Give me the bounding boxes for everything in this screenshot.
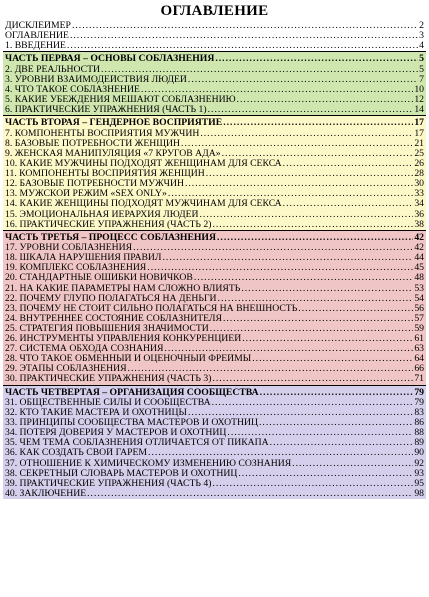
toc-page-number: 53	[414, 282, 424, 294]
toc-leader-dots	[212, 479, 413, 489]
toc-page-number: 59	[414, 322, 424, 334]
toc-page-number: 90	[414, 447, 424, 459]
toc-entry[interactable]	[3, 324, 426, 334]
toc-page-number: 64	[414, 353, 424, 365]
toc-page-number: 61	[414, 333, 424, 345]
toc-entry-label: 16. ПРАКТИЧЕСКИЕ УПРАЖНЕНИЯ (ЧАСТЬ 2)	[5, 219, 212, 230]
toc-page-number: 45	[414, 262, 424, 274]
toc-entry-label: 31. ОБЩЕСТВЕННЫЕ СИЛЫ И СООБЩЕСТВА	[5, 398, 211, 408]
toc-entry[interactable]	[3, 159, 426, 169]
toc-entry[interactable]	[3, 354, 426, 364]
toc-leader-dots	[212, 398, 414, 408]
toc-page-number: 95	[414, 477, 424, 489]
toc-part-heading[interactable]	[3, 52, 426, 65]
toc-page-number: 71	[414, 373, 424, 385]
toc-page-number: 89	[414, 437, 424, 449]
toc-section-part2	[3, 115, 426, 229]
toc-leader-dots	[283, 159, 414, 169]
toc-entry[interactable]	[3, 459, 426, 469]
toc-entry[interactable]	[3, 428, 426, 438]
toc-entry-label: 20. СТАНДАРТНЫЕ ОШИБКИ НОВИЧКОВ	[5, 273, 193, 284]
toc-leader-dots	[210, 324, 414, 334]
page-title: ОГЛАВЛЕНИЕ	[160, 3, 269, 19]
toc-entry[interactable]	[3, 398, 426, 408]
toc-entry-label: 7. КОМПОНЕНТЫ ВОСПРИЯТИЯ МУЖЧИН	[5, 128, 200, 139]
toc-leader-dots	[217, 233, 413, 243]
toc-leader-dots	[188, 408, 413, 418]
toc-entry-label: ЧАСТЬ ЧЕТВЕРТАЯ – ОРГАНИЗАЦИЯ СООБЩЕСТВА	[5, 387, 259, 398]
toc-entry[interactable]	[3, 479, 426, 489]
toc-leader-dots	[208, 105, 414, 115]
toc-leader-dots	[162, 253, 413, 263]
toc-entry-label: ОГЛАВЛЕНИЕ	[5, 31, 69, 42]
toc-page-number: 21	[414, 137, 424, 149]
toc-page-number: 33	[414, 188, 424, 200]
toc-page-number: 92	[414, 457, 424, 469]
toc-page-number: 30	[414, 178, 424, 190]
toc-entry[interactable]	[3, 85, 426, 95]
toc-page-number: 34	[414, 198, 424, 210]
toc-page-number: 3	[419, 30, 424, 42]
toc-leader-dots	[212, 220, 413, 230]
toc-page-number: 10	[414, 83, 424, 95]
toc-leader-dots	[181, 139, 413, 149]
toc-page-number: 66	[414, 363, 424, 375]
toc-entry[interactable]	[3, 169, 426, 179]
toc-entry[interactable]	[3, 129, 426, 139]
toc-entry[interactable]	[3, 31, 426, 41]
toc-leader-dots	[283, 199, 414, 209]
toc-entry[interactable]	[3, 41, 426, 51]
toc-list	[3, 21, 426, 499]
toc-leader-dots	[298, 304, 413, 314]
toc-entry[interactable]	[3, 95, 426, 105]
toc-leader-dots	[237, 95, 414, 105]
toc-leader-dots	[238, 469, 413, 479]
toc-entry[interactable]	[3, 448, 426, 458]
toc-entry[interactable]	[3, 334, 426, 344]
toc-entry-label: 23. ПОЧЕМУ НЕ СТОИТ СИЛЬНО ПОЛАГАТЬСЯ НА ВНЕШНОСТЬ	[5, 303, 298, 314]
toc-page-number: 42	[414, 231, 424, 243]
toc-part-heading[interactable]	[3, 386, 426, 399]
toc-page-number: 79	[414, 397, 424, 408]
toc-entry-label: 28. ЧТО ТАКОЕ ОБМЕННЫЙ И ОЦЕНОЧНЫЙ ФРЕЙМЫ	[5, 354, 252, 365]
toc-page-number: 44	[414, 252, 424, 264]
toc-entry-label: 22. ПОЧЕМУ ГЛУПО ПОЛАГАТЬСЯ НА ДЕНЬГИ	[5, 293, 217, 304]
toc-entry-label: ЧАСТЬ ВТОРАЯ – ГЕНДЕРНОЕ ВОСПРИЯТИЕ	[5, 118, 223, 129]
toc-leader-dots	[199, 210, 413, 220]
toc-entry-label: 12. БАЗОВЫЕ ПОТРЕБНОСТИ МУЖЧИН	[5, 179, 184, 190]
toc-entry[interactable]	[3, 243, 426, 253]
toc-entry-label: 30. ПРАКТИЧЕСКИЕ УПРАЖНЕНИЯ (ЧАСТЬ 3)	[5, 374, 212, 385]
toc-entry[interactable]	[3, 75, 426, 85]
toc-entry[interactable]	[3, 469, 426, 479]
toc-entry-label: 39. ПРАКТИЧЕСКИЕ УПРАЖНЕНИЯ (ЧАСТЬ 4)	[5, 478, 212, 489]
toc-entry[interactable]	[3, 21, 426, 31]
toc-leader-dots	[128, 364, 414, 374]
toc-entry-label: 15. ЭМОЦИОНАЛЬНАЯ ИЕРАРХИЯ ЛЮДЕЙ	[5, 209, 199, 220]
toc-entry[interactable]	[3, 253, 426, 263]
toc-leader-dots	[194, 273, 413, 283]
toc-entry[interactable]	[3, 273, 426, 283]
toc-page-number: 17	[414, 127, 424, 139]
toc-entry-label: 14. КАКИЕ ЖЕНЩИНЫ ПОДХОДЯТ МУЖЧИНАМ ДЛЯ СЕКСА	[5, 199, 282, 210]
toc-entry-label: 9. ЖЕНСКАЯ МАНИПУЛЯЦИЯ «7 КРУГОВ АДА»	[5, 148, 221, 159]
toc-entry[interactable]	[3, 149, 426, 159]
toc-entry[interactable]	[3, 105, 426, 115]
toc-page-number: 5	[419, 53, 424, 65]
toc-page-number: 36	[414, 208, 424, 220]
toc-leader-dots	[141, 85, 413, 95]
toc-leader-dots	[67, 41, 418, 51]
toc-leader-dots	[133, 243, 413, 253]
toc-leader-dots	[222, 149, 414, 159]
toc-entry-label: 36. КАК СОЗДАТЬ СВОЙ ГАРЕМ	[5, 448, 148, 459]
toc-leader-dots	[227, 428, 413, 438]
toc-entry[interactable]	[3, 189, 426, 199]
toc-leader-dots	[147, 263, 413, 273]
toc-entry-label: ДИСКЛЕЙМЕР	[5, 21, 71, 31]
toc-leader-dots	[101, 65, 418, 75]
toc-page-number: 63	[414, 343, 424, 355]
toc-part-heading[interactable]	[3, 116, 426, 129]
toc-entry-label: 18. ШКАЛА НАРУШЕНИЯ ПРАВИЛ	[5, 253, 162, 264]
toc-entry[interactable]	[3, 364, 426, 374]
toc-page-number: 42	[414, 242, 424, 254]
toc-entry[interactable]	[3, 199, 426, 209]
toc-entry[interactable]	[3, 344, 426, 354]
toc-page-number: 86	[414, 417, 424, 429]
toc-page-number: 14	[414, 104, 424, 116]
toc-entry-label: 1. ВВЕДЕНИЕ	[5, 41, 66, 52]
toc-leader-dots	[87, 489, 413, 499]
toc-entry-label: 38. СЕКРЕТНЫЙ СЛОВАРЬ МАСТЕРОВ И ОХОТНИЦ	[5, 468, 238, 479]
toc-entry[interactable]	[3, 304, 426, 314]
toc-entry-label: 4. ЧТО ТАКОЕ СОБЛАЗНЕНИЕ	[5, 84, 140, 95]
toc-section-part4	[3, 385, 426, 499]
toc-page-number: 93	[414, 467, 424, 479]
toc-entry-label: 24. ВНУТРЕННЕЕ СОСТОЯНИЕ СОБЛАЗНИТЕЛЯ	[5, 313, 222, 324]
toc-section-part1	[3, 51, 426, 115]
toc-part-heading[interactable]	[3, 231, 426, 244]
toc-entry[interactable]	[3, 294, 426, 304]
toc-entry-label: 32. КТО ТАКИЕ МАСТЕРА И ОХОТНИЦЫ	[5, 408, 187, 419]
toc-leader-dots	[188, 75, 418, 85]
toc-page-number: 25	[414, 147, 424, 159]
toc-entry-label: 37. ОТНОШЕНИЕ К ХИМИЧЕСКОМУ ИЗМЕНЕНИЮ СОЗНАНИЯ	[5, 458, 292, 469]
toc-entry-label: 13. МУЖСКОЙ РЕЖИМ «SEX ONLY»	[5, 189, 167, 200]
toc-entry-label: 17. УРОВНИ СОБЛАЗНЕНИЯ	[5, 243, 133, 254]
toc-entry-label: 34. ПОТЕРЯ ДОВЕРИЯ У МАСТЕРОВ И ОХОТНИЦ	[5, 428, 227, 439]
toc-entry-label: 11. КОМПОНЕНТЫ ВОСПРИЯТИЯ ЖЕНЩИН	[5, 169, 205, 180]
toc-page-number: 54	[414, 292, 424, 304]
toc-entry-label: 35. ЧЕМ ТЕМА СОБЛАЗНЕНИЯ ОТЛИЧАЕТСЯ ОТ ПИКАПА	[5, 438, 269, 449]
toc-entry[interactable]	[3, 374, 426, 384]
toc-entry[interactable]	[3, 314, 426, 324]
toc-page-number: 48	[414, 272, 424, 284]
toc-leader-dots	[242, 334, 413, 344]
toc-section-part3	[3, 230, 426, 385]
toc-leader-dots	[212, 374, 413, 384]
toc-leader-dots	[218, 294, 414, 304]
toc-entry[interactable]	[3, 179, 426, 189]
toc-entry-label: 6. ПРАКТИЧЕСКИЕ УПРАЖНЕНИЯ (ЧАСТЬ 1)	[5, 105, 207, 116]
toc-leader-dots	[206, 169, 414, 179]
toc-entry-label: 26. ИНСТРУМЕНТЫ УПРАВЛЕНИЯ КОНКУРЕНЦИЕЙ	[5, 334, 242, 345]
toc-page-number: 2	[419, 20, 424, 31]
toc-leader-dots	[148, 448, 413, 458]
toc-leader-dots	[185, 179, 413, 189]
toc-leader-dots	[200, 129, 413, 139]
toc-leader-dots	[70, 31, 418, 41]
toc-leader-dots	[223, 314, 413, 324]
toc-page-number: 38	[414, 218, 424, 230]
toc-entry[interactable]	[3, 220, 426, 230]
toc-leader-dots	[164, 344, 413, 354]
toc-entry-label: 2. ДВЕ РЕАЛЬНОСТИ	[5, 64, 101, 75]
toc-entry[interactable]	[3, 284, 426, 294]
toc-entry-label: 40. ЗАКЛЮЧЕНИЕ	[5, 488, 87, 499]
toc-page-number: 88	[414, 427, 424, 439]
toc-page-number: 79	[414, 386, 424, 398]
toc-leader-dots	[241, 284, 413, 294]
toc-leader-dots	[259, 418, 413, 428]
toc-entry[interactable]	[3, 489, 426, 499]
toc-page-number: 28	[414, 168, 424, 180]
toc-leader-dots	[72, 21, 418, 31]
toc-page-number: 17	[414, 117, 424, 129]
toc-entry-label: ЧАСТЬ ТРЕТЬЯ – ПРОЦЕСС СОБЛАЗНЕНИЯ	[5, 232, 216, 243]
toc-entry[interactable]	[3, 408, 426, 418]
toc-leader-dots	[223, 118, 413, 128]
toc-entry-label: 21. НА КАКИЕ ПАРАМЕТРЫ НАМ СЛОЖНО ВЛИЯТЬ	[5, 283, 241, 294]
toc-entry-label: 19. КОМПЛЕКС СОБЛАЗНЕНИЯ	[5, 263, 147, 274]
toc-section-intro	[3, 21, 426, 51]
toc-leader-dots	[168, 189, 413, 199]
toc-entry[interactable]	[3, 65, 426, 75]
toc-entry-label: 8. БАЗОВЫЕ ПОТРЕБНОСТИ ЖЕНЩИН	[5, 138, 181, 149]
toc-page-number: 4	[419, 40, 424, 52]
toc-entry[interactable]	[3, 438, 426, 448]
toc-leader-dots	[252, 354, 413, 364]
toc-page-number: 26	[414, 158, 424, 170]
toc-entry-label: 10. КАКИЕ МУЖЧИНЫ ПОДХОДЯТ ЖЕНЩИНАМ ДЛЯ СЕКСА	[5, 159, 282, 170]
toc-page-number: 5	[419, 63, 424, 75]
toc-page-number: 12	[414, 94, 424, 106]
toc-entry-label: ЧАСТЬ ПЕРВАЯ – ОСНОВЫ СОБЛАЗНЕНИЯ	[5, 54, 215, 65]
toc-page-number: 56	[414, 302, 424, 314]
toc-page-number: 57	[414, 312, 424, 324]
toc-entry-label: 27. СИСТЕМА ОБХОДА СОЗНАНИЯ	[5, 344, 164, 355]
toc-page-number: 83	[414, 407, 424, 419]
toc-page-number: 98	[414, 487, 424, 499]
toc-entry-label: 3. УРОВНИ ВЗАИМОДЕЙСТВИЯ ЛЮДЕЙ	[5, 74, 187, 85]
toc-entry-label: 25. СТРАТЕГИЯ ПОВЫШЕНИЯ ЗНАЧИМОСТИ	[5, 323, 209, 334]
toc-page-number: 7	[419, 73, 424, 85]
toc-leader-dots	[270, 438, 414, 448]
toc-entry-label: 29. ЭТАПЫ СОБЛАЗНЕНИЯ	[5, 364, 127, 375]
toc-entry-label: 5. КАКИЕ УБЕЖДЕНИЯ МЕШАЮТ СОБЛАЗНЕНИЮ	[5, 95, 236, 106]
toc-leader-dots	[260, 388, 414, 398]
toc-entry[interactable]	[3, 263, 426, 273]
toc-entry[interactable]	[3, 139, 426, 149]
toc-entry[interactable]	[3, 418, 426, 428]
toc-entry[interactable]	[3, 210, 426, 220]
toc-entry-label: 33. ПРИНЦИПЫ СООБЩЕСТВА МАСТЕРОВ И ОХОТНИЦ	[5, 418, 258, 429]
toc-leader-dots	[292, 459, 413, 469]
toc-leader-dots	[215, 54, 418, 64]
